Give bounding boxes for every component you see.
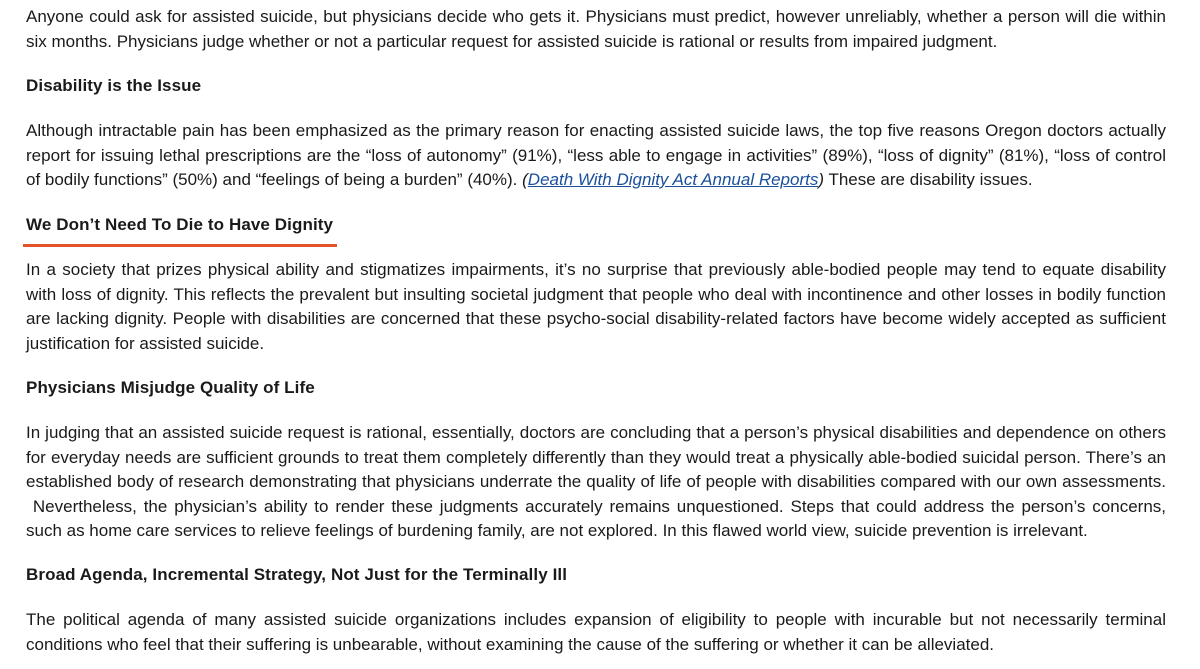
paren-open: ( (522, 170, 528, 189)
section-heading-disability: Disability is the Issue (26, 76, 202, 95)
intro-paragraph: Anyone could ask for assisted suicide, but physicians decide who gets it. Physicians must predict, however unreliably, whether a person will die within six months. Physicians judge whether or not a particular request for assisted suicide is rational or results from impaired judgment. (26, 7, 1166, 51)
disability-paragraph-text: Although intractable pain has been emphasized as the primary reason for enacting assisted suicide laws, the top five reasons Oregon doctors actually report for issuing lethal prescriptions are the “loss of autonomy” (91%), “less able to engage in activities” (89%), “loss of dignity” (81%), “loss of control of bodily functions” (50%) and “feelings of being a burden” (40%). (26, 121, 1166, 189)
dignity-paragraph: In a society that prizes physical ability and stigmatizes impairments, it’s no surprise that previously able-bodied people may tend to equate disability with loss of dignity. This reflects the prevalent but insulting societal judgment that people who deal with incontinence and other losses in bodily function are lacking dignity. People with disabilities are concerned that these psycho-social disability-related factors have become widely accepted as sufficient justification for assisted suicide. (26, 260, 1166, 353)
dignity-heading-underlined: We Don’t Need To Die to Have Dignity (23, 213, 337, 247)
agenda-paragraph: The political agenda of many assisted suicide organizations includes expansion of eligibility to people with incurable but not necessarily terminal conditions who feel that their suffering is unbearable, without examining the cause of the suffering or whether it can be alleviated. (26, 610, 1166, 654)
disability-paragraph (26, 119, 1166, 193)
disability-paragraph-tail: These are disability issues. (824, 170, 1033, 189)
physicians-paragraph: In judging that an assisted suicide request is rational, essentially, doctors are concluding that a person’s physical disabilities and dependence on others for everyday needs are sufficient grounds to treat them completely differently than they would treat a physically able-bodied suicidal person. There’s an established body of research demonstrating that physicians underrate the quality of life of people with disabilities compared with our own assessments. Nevertheless, the physician’s ability to render these judgments accurately remains unquestioned. Steps that could address the person’s concerns, such as home care services to relieve feelings of burdening family, are not explored. In this flawed world view, suicide prevention is irrelevant. (26, 423, 1166, 540)
section-heading-physicians: Physicians Misjudge Quality of Life (26, 378, 315, 397)
section-heading-dignity (26, 213, 1166, 247)
section-heading-agenda: Broad Agenda, Incremental Strategy, Not Just for the Terminally Ill (26, 565, 568, 584)
paren-close: ) (818, 170, 825, 189)
death-with-dignity-reports-link[interactable]: Death With Dignity Act Annual Reports (527, 170, 819, 189)
